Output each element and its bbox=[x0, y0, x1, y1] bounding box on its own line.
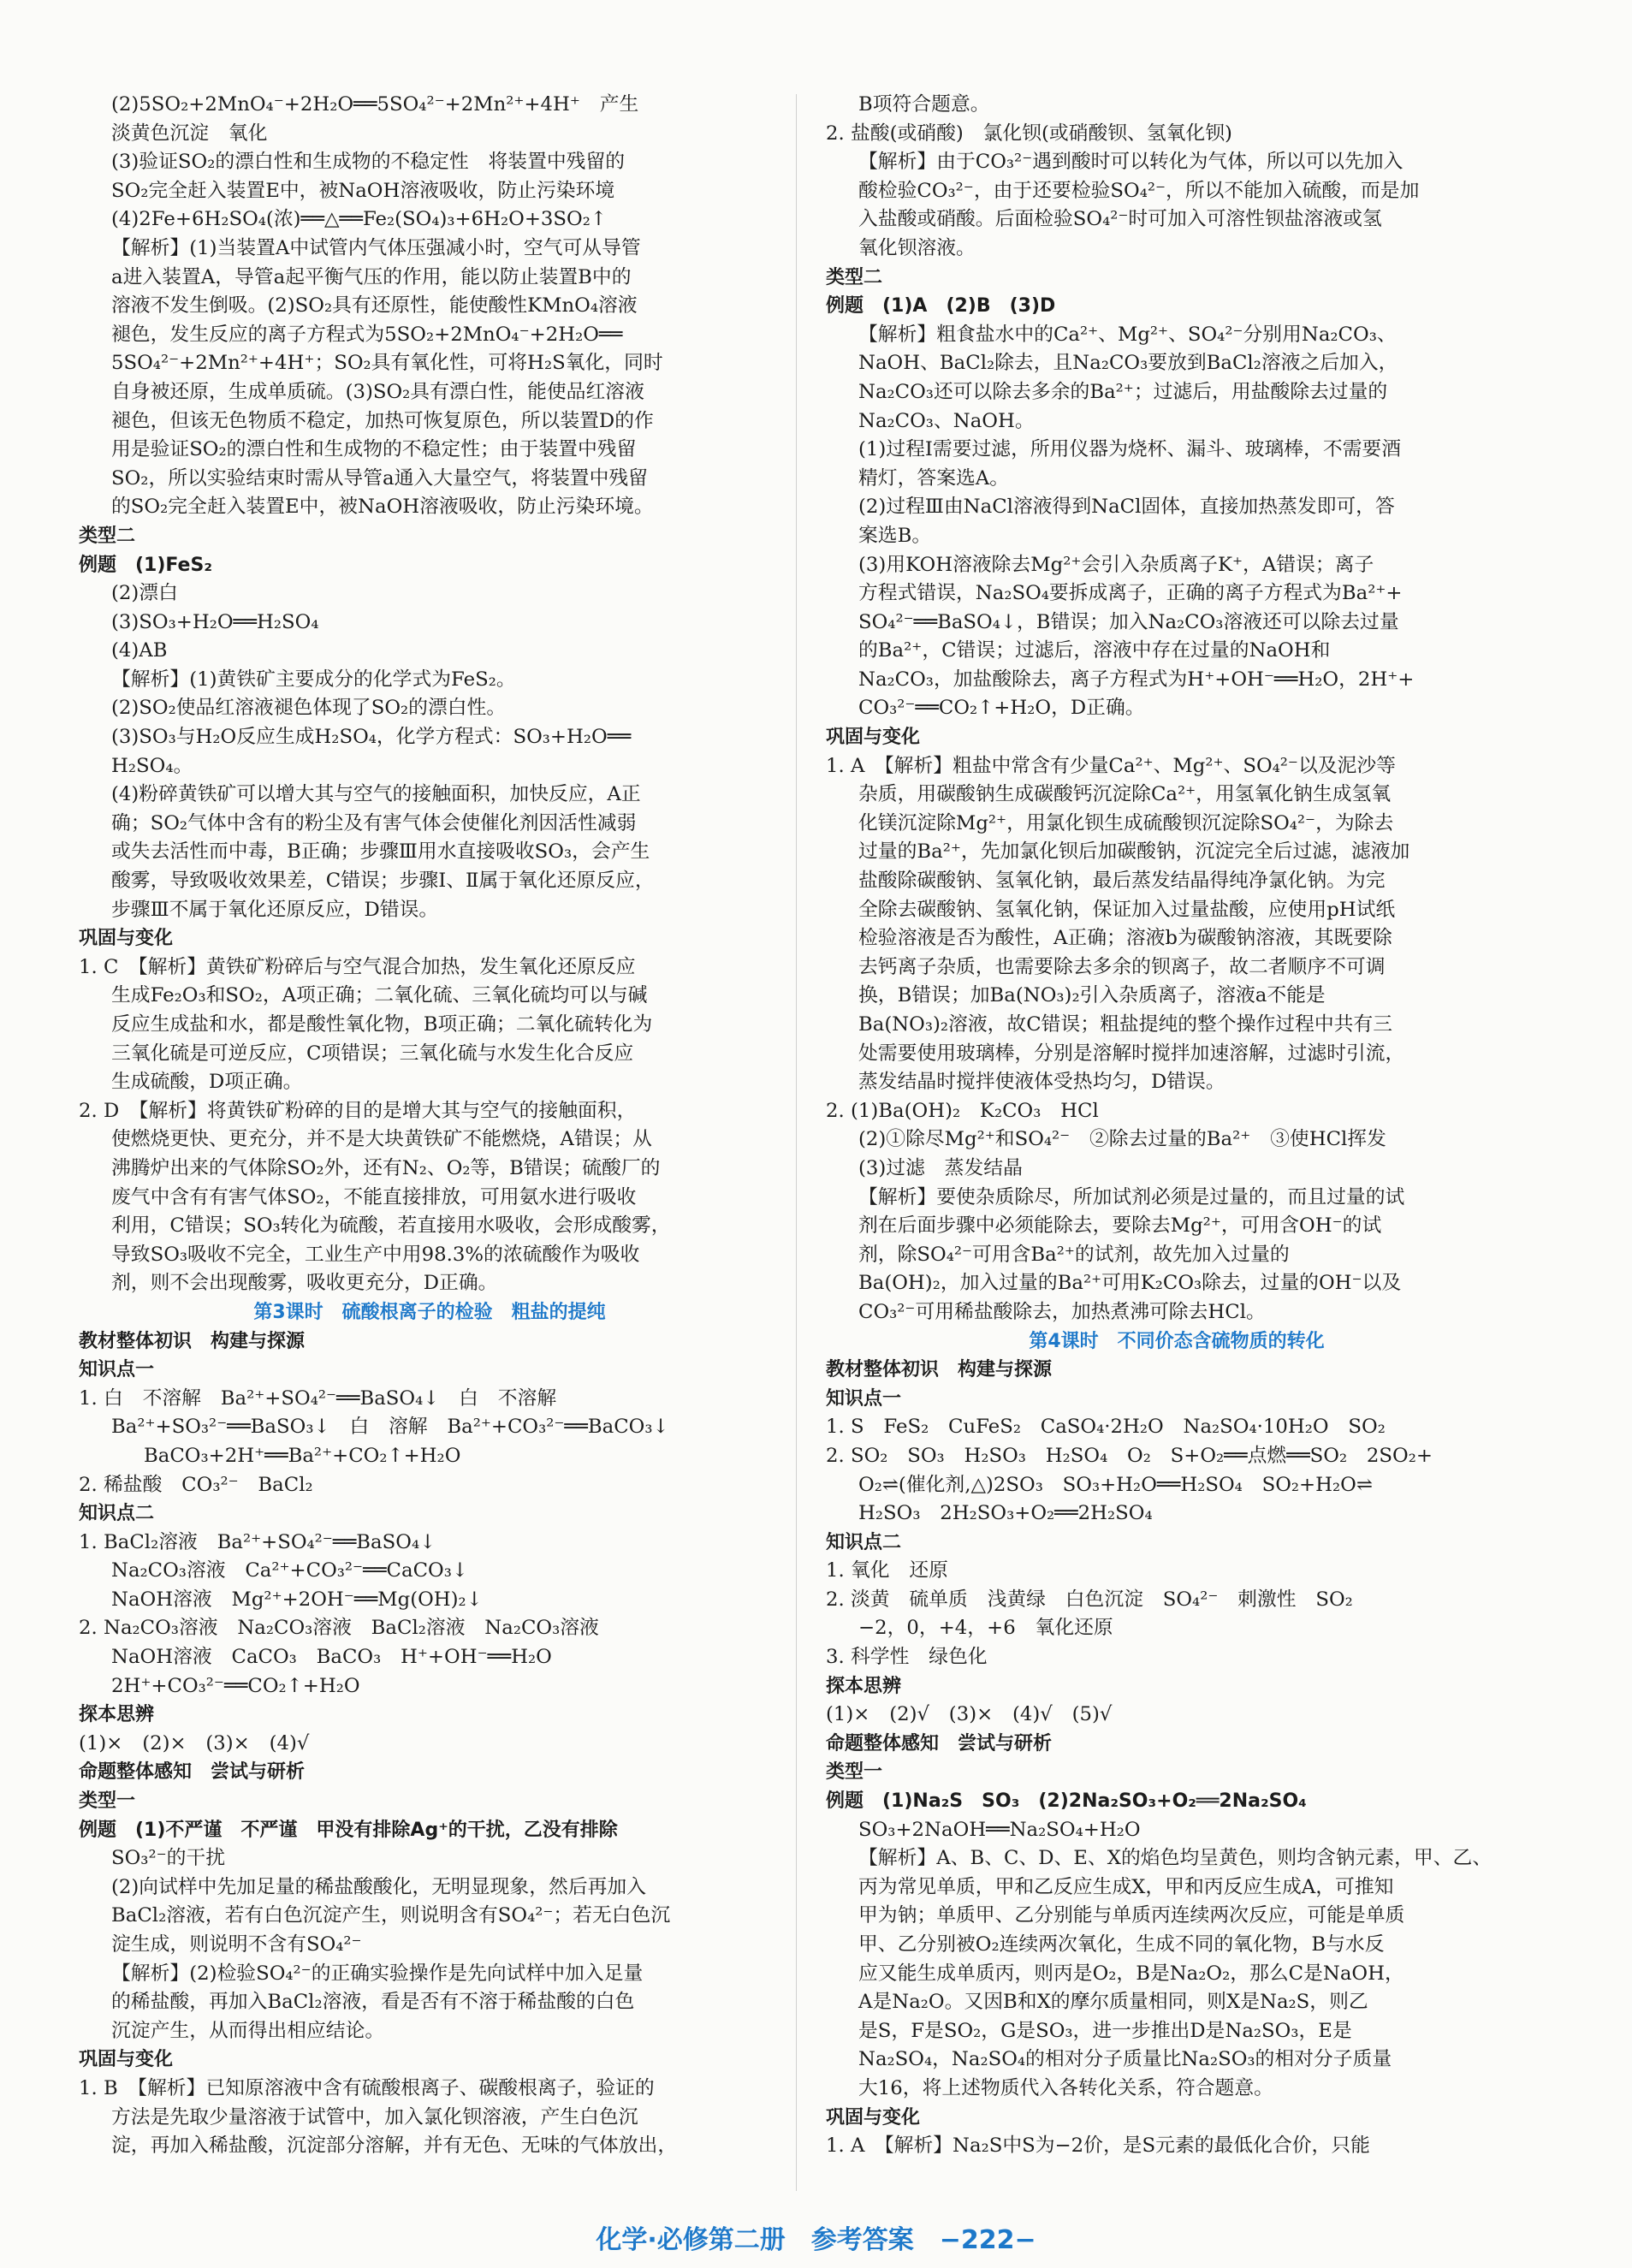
text-line: (2)向试样中先加足量的稀盐酸酸化，无明显现象，然后再加入 bbox=[111, 1875, 647, 1898]
text-line: 沉淀产生，从而得出相应结论。 bbox=[111, 2019, 385, 2042]
text-line: 淀生成，则说明不含有SO₄²⁻ bbox=[111, 1933, 362, 1956]
text-line: 2. 盐酸(或硝酸) 氯化钡(或硝酸钡、氢氧化钡) bbox=[826, 122, 1232, 145]
text-line: 方法是先取少量溶液于试管中，加入氯化钡溶液，产生白色沉 bbox=[111, 2105, 638, 2128]
section-heading: 知识点二 bbox=[826, 1531, 902, 1553]
text-line: 过量的Ba²⁺，先加氯化钡后加碳酸钠，沉淀完全后过滤，滤液加 bbox=[858, 840, 1410, 864]
section-heading: 命题整体感知 尝试与研析 bbox=[826, 1732, 1053, 1754]
text-line: 5SO₄²⁻+2Mn²⁺+4H⁺；SO₂具有氧化性，可将H₂S氧化，同时 bbox=[111, 352, 663, 375]
text-line: 酸雾，导致吸收效果差，C错误；步骤Ⅰ、Ⅱ属于氧化还原反应， bbox=[111, 870, 655, 893]
text-line: 溶液不发生倒吸。(2)SO₂具有还原性，能使酸性KMnO₄溶液 bbox=[111, 294, 638, 318]
text-line: 沸腾炉出来的气体除SO₂外，还有N₂、O₂等，B错误；硫酸厂的 bbox=[111, 1156, 661, 1179]
text-line: BaCl₂溶液，若有白色沉淀产生，则说明含有SO₄²⁻；若无白色沉 bbox=[111, 1904, 671, 1927]
text-line: Na₂CO₃溶液 Ca²⁺+CO₃²⁻══CaCO₃↓ bbox=[111, 1559, 468, 1582]
text-line: 酸检验CO₃²⁻，由于还要检验SO₄²⁻，所以不能加入硫酸，而是加 bbox=[858, 179, 1420, 202]
text-line: 淀，再加入稀盐酸，沉淀部分溶解，并有无色、无味的气体放出， bbox=[111, 2134, 678, 2158]
text-line: 全除去碳酸钠、氢氧化钠，保证加入过量盐酸，应使用pH试纸 bbox=[858, 898, 1396, 921]
text-line: 去钙离子杂质，也需要除去多余的钡离子，故二者顺序不可调 bbox=[858, 955, 1386, 978]
text-line: (1)× (2)√ (3)× (4)√ (5)√ bbox=[826, 1703, 1113, 1726]
column-divider bbox=[796, 94, 797, 2191]
section-heading: 命题整体感知 尝试与研析 bbox=[79, 1761, 306, 1784]
section-heading: 探本思辨 bbox=[826, 1675, 902, 1697]
text-line: (4)2Fe+6H₂SO₄(浓)══△══Fe₂(SO₄)₃+6H₂O+3SO₂↑ bbox=[111, 208, 607, 231]
text-line: (3)SO₃+H₂O══H₂SO₄ bbox=[111, 610, 319, 633]
text-line: 1. BaCl₂溶液 Ba²⁺+SO₄²⁻══BaSO₄↓ bbox=[79, 1530, 436, 1553]
section-heading: 例题 (1)Na₂S SO₃ (2)2Na₂SO₃+O₂══2Na₂SO₄ bbox=[826, 1790, 1307, 1813]
text-line: 杂质，用碳酸钠生成碳酸钙沉淀除Ca²⁺，用氢氧化钠生成氢氧 bbox=[858, 783, 1392, 806]
section-heading: 巩固与变化 bbox=[79, 928, 174, 950]
text-line: 盐酸除碳酸钠、氢氧化钠，最后蒸发结晶得纯净氯化钠。为完 bbox=[858, 870, 1386, 893]
text-line: 自身被还原，生成单质硫。(3)SO₂具有漂白性，能使品红溶液 bbox=[111, 380, 644, 403]
text-line: 1. 白 不溶解 Ba²⁺+SO₄²⁻══BaSO₄↓ 白 不溶解 bbox=[79, 1386, 557, 1410]
text-line: 【解析】要使杂质除尽，所加试剂必须是过量的，而且过量的试 bbox=[858, 1185, 1405, 1208]
text-line: 利用，C错误；SO₃转化为硫酸，若直接用水吸收，会形成酸雾， bbox=[111, 1214, 671, 1238]
text-line: 用是验证SO₂的漂白性和生成物的不稳定性；由于装置中残留 bbox=[111, 438, 637, 461]
text-line: 剂，除SO₄²⁻可用含Ba²⁺的试剂，故先加入过量的 bbox=[858, 1243, 1290, 1266]
text-line: (2)①除尽Mg²⁺和SO₄²⁻ ②除去过量的Ba²⁺ ③使HCl挥发 bbox=[858, 1128, 1386, 1151]
text-line: Na₂SO₄，Na₂SO₄的相对分子质量比Na₂SO₃的相对分子质量 bbox=[858, 2048, 1392, 2071]
text-line: 的稀盐酸，再加入BaCl₂溶液，看是否有不溶于稀盐酸的白色 bbox=[111, 1991, 635, 2014]
text-line: 反应生成盐和水，都是酸性氧化物，B项正确；二氧化硫转化为 bbox=[111, 1013, 653, 1036]
section-heading: 例题 (1)FeS₂ bbox=[79, 554, 212, 576]
section-heading: 例题 (1)不严谨 不严谨 甲没有排除Ag⁺的干扰，乙没有排除 bbox=[79, 1819, 618, 1841]
text-line: 褪色，发生反应的离子方程式为5SO₂+2MnO₄⁻+2H₂O══ bbox=[111, 323, 623, 346]
text-line: 1. A 【解析】粗盐中常含有少量Ca²⁺、Mg²⁺、SO₄²⁻以及泥沙等 bbox=[826, 754, 1396, 777]
text-line: (4)粉碎黄铁矿可以增大其与空气的接触面积，加快反应，A正 bbox=[111, 783, 641, 806]
left-column bbox=[79, 91, 780, 2161]
text-line: 是S，F是SO₂，G是SO₃，进一步推出D是Na₂SO₃，E是 bbox=[858, 2019, 1352, 2042]
text-line: 2. SO₂ SO₃ H₂SO₃ H₂SO₄ O₂ S+O₂══点燃══SO₂ 2SO₂+ bbox=[826, 1444, 1433, 1467]
text-line: 的Ba²⁺，C错误；过滤后，溶液中存在过量的NaOH和 bbox=[858, 639, 1331, 662]
text-line: B项符合题意。 bbox=[858, 93, 990, 116]
text-line: SO₂，所以实验结束时需从导管a通入大量空气，将装置中残留 bbox=[111, 466, 648, 490]
page-footer: 化学·必修第二册 参考答案 −222− bbox=[596, 2225, 1036, 2255]
text-line: (2)漂白 bbox=[111, 582, 178, 605]
text-line: (2)5SO₂+2MnO₄⁻+2H₂O══5SO₄²⁻+2Mn²⁺+4H⁺ 产生 bbox=[111, 93, 639, 116]
text-line: 3. 科学性 绿色化 bbox=[826, 1646, 988, 1669]
text-line: 2. (1)Ba(OH)₂ K₂CO₃ HCl bbox=[826, 1099, 1099, 1122]
section-heading: 巩固与变化 bbox=[826, 2106, 921, 2128]
section-heading: 例题 (1)A (2)B (3)D bbox=[826, 295, 1056, 318]
text-line: (3)过滤 蒸发结晶 bbox=[858, 1156, 1023, 1179]
text-line: (1)× (2)× (3)× (4)√ bbox=[79, 1731, 310, 1754]
text-line: 生成Fe₂O₃和SO₂，A项正确；二氧化硫、三氧化硫均可以与碱 bbox=[111, 984, 648, 1007]
right-column bbox=[826, 91, 1528, 2161]
text-line: Na₂CO₃，加盐酸除去，离子方程式为H⁺+OH⁻══H₂O，2H⁺+ bbox=[858, 668, 1415, 691]
text-line: 【解析】粗食盐水中的Ca²⁺、Mg²⁺、SO₄²⁻分别用Na₂CO₃、 bbox=[858, 323, 1397, 346]
text-line: 剂，则不会出现酸雾，吸收更充分，D正确。 bbox=[111, 1272, 498, 1295]
text-line: H₂SO₃ 2H₂SO₃+O₂══2H₂SO₄ bbox=[858, 1502, 1153, 1525]
lesson-title: 第3课时 硫酸根离子的检验 粗盐的提纯 bbox=[253, 1301, 606, 1323]
text-line: (2)SO₂使品红溶液褪色体现了SO₂的漂白性。 bbox=[111, 697, 507, 720]
text-line: 案选B。 bbox=[858, 524, 932, 547]
section-heading: 知识点二 bbox=[79, 1503, 155, 1525]
text-line: (1)过程Ⅰ需要过滤，所用仪器为烧杯、漏斗、玻璃棒，不需要酒 bbox=[858, 438, 1402, 461]
text-line: 废气中含有有害气体SO₂，不能直接排放，可用氨水进行吸收 bbox=[111, 1185, 637, 1208]
text-line: 精灯，答案选A。 bbox=[858, 466, 1010, 490]
text-line: 应又能生成单质丙，则丙是O₂，B是Na₂O₂，那么C是NaOH， bbox=[858, 1962, 1404, 1985]
text-line: 蒸发结晶时搅拌使液体受热均匀，D错误。 bbox=[858, 1071, 1225, 1094]
text-line: 2H⁺+CO₃²⁻══CO₂↑+H₂O bbox=[111, 1674, 360, 1697]
section-heading: 教材整体初识 构建与探源 bbox=[79, 1330, 306, 1352]
section-heading: 探本思辨 bbox=[79, 1704, 155, 1726]
text-line: 2. 淡黄 硫单质 浅黄绿 白色沉淀 SO₄²⁻ 刺激性 SO₂ bbox=[826, 1588, 1353, 1611]
text-line: SO₃+2NaOH══Na₂SO₄+H₂O bbox=[858, 1818, 1141, 1841]
text-line: 处需要使用玻璃棒，分别是溶解时搅拌加速溶解，过滤时引流， bbox=[858, 1042, 1405, 1065]
text-line: 1. B 【解析】已知原溶液中含有硫酸根离子、碳酸根离子，验证的 bbox=[79, 2076, 655, 2099]
text-line: Ba²⁺+SO₃²⁻══BaSO₃↓ 白 溶解 Ba²⁺+CO₃²⁻══BaCO₃↓ bbox=[111, 1416, 669, 1439]
text-line: Na₂CO₃、NaOH。 bbox=[858, 409, 1035, 432]
text-line: (4)AB bbox=[111, 639, 168, 662]
lesson-title: 第4课时 不同价态含硫物质的转化 bbox=[1029, 1330, 1325, 1352]
text-line: NaOH溶液 Mg²⁺+2OH⁻══Mg(OH)₂↓ bbox=[111, 1588, 483, 1611]
text-line: 甲为钠；单质甲、乙分别能与单质丙连续两次反应，可能是单质 bbox=[858, 1904, 1405, 1927]
text-line: 的SO₂完全赶入装置E中，被NaOH溶液吸收，防止污染环境。 bbox=[111, 496, 654, 519]
text-line: 2. Na₂CO₃溶液 Na₂CO₃溶液 BaCl₂溶液 Na₂CO₃溶液 bbox=[79, 1617, 599, 1640]
text-line: 1. A 【解析】Na₂S中S为−2价，是S元素的最低化合价，只能 bbox=[826, 2134, 1370, 2158]
section-heading: 知识点一 bbox=[79, 1359, 155, 1381]
text-line: H₂SO₄。 bbox=[111, 754, 193, 777]
text-line: (2)过程Ⅲ由NaCl溶液得到NaCl固体，直接加热蒸发即可，答 bbox=[858, 496, 1395, 519]
text-line: SO₂完全赶入装置E中，被NaOH溶液吸收，防止污染环境 bbox=[111, 179, 615, 202]
text-line: SO₄²⁻══BaSO₄↓，B错误；加入Na₂CO₃溶液还可以除去过量 bbox=[858, 610, 1399, 633]
text-line: 褪色，但该无色物质不稳定，加热可恢复原色，所以装置D的作 bbox=[111, 409, 654, 432]
text-line: 方程式错误，Na₂SO₄要拆成离子，正确的离子方程式为Ba²⁺+ bbox=[858, 582, 1403, 605]
text-line: 甲、乙分别被O₂连续两次氧化，生成不同的氧化物，B与水反 bbox=[858, 1933, 1385, 1956]
text-line: 换，B错误；加Ba(NO₃)₂引入杂质离子，溶液a不能是 bbox=[858, 984, 1326, 1007]
text-line: 【解析】(1)黄铁矿主要成分的化学式为FeS₂。 bbox=[111, 668, 516, 691]
text-line: NaOH、BaCl₂除去，且Na₂CO₃要放到BaCl₂溶液之后加入， bbox=[858, 352, 1398, 375]
text-line: (3)验证SO₂的漂白性和生成物的不稳定性 将装置中残留的 bbox=[111, 151, 626, 174]
text-line: A是Na₂O。又因B和X的摩尔质量相同，则X是Na₂S，则乙 bbox=[858, 1991, 1368, 2014]
section-heading: 类型一 bbox=[79, 1790, 136, 1813]
text-line: 1. 氧化 还原 bbox=[826, 1559, 948, 1582]
text-line: 生成硫酸，D项正确。 bbox=[111, 1071, 303, 1094]
text-line: 氧化钡溶液。 bbox=[858, 236, 976, 259]
text-line: 2. D 【解析】将黄铁矿粉碎的目的是增大其与空气的接触面积， bbox=[79, 1099, 637, 1122]
text-line: 入盐酸或硝酸。后面检验SO₄²⁻时可加入可溶性钡盐溶液或氢 bbox=[858, 208, 1382, 231]
text-line: 【解析】A、B、C、D、E、X的焰色均呈黄色，则均含钠元素，甲、乙、 bbox=[858, 1847, 1493, 1870]
text-line: a进入装置A，导管a起平衡气压的作用，能以防止装置B中的 bbox=[111, 265, 632, 288]
text-line: (3)SO₃与H₂O反应生成H₂SO₄，化学方程式：SO₃+H₂O══ bbox=[111, 726, 632, 749]
section-heading: 类型一 bbox=[826, 1761, 883, 1784]
section-heading: 类型二 bbox=[79, 525, 136, 547]
text-line: NaOH溶液 CaCO₃ BaCO₃ H⁺+OH⁻══H₂O bbox=[111, 1646, 552, 1669]
text-line: O₂⇌(催化剂,△)2SO₃ SO₃+H₂O══H₂SO₄ SO₂+H₂O⇌ bbox=[858, 1473, 1373, 1496]
text-line: 三氧化硫是可逆反应，C项错误；三氧化硫与水发生化合反应 bbox=[111, 1042, 634, 1065]
text-line: Ba(OH)₂，加入过量的Ba²⁺可用K₂CO₃除去，过量的OH⁻以及 bbox=[858, 1272, 1402, 1295]
section-heading: 知识点一 bbox=[826, 1387, 902, 1410]
section-heading: 教材整体初识 构建与探源 bbox=[826, 1359, 1053, 1381]
text-line: 步骤Ⅲ不属于氧化还原反应，D错误。 bbox=[111, 898, 439, 921]
text-line: 淡黄色沉淀 氧化 bbox=[111, 122, 268, 145]
text-line: 检验溶液是否为酸性，A正确；溶液b为碳酸钠溶液，其既要除 bbox=[858, 927, 1392, 950]
text-line: SO₃²⁻的干扰 bbox=[111, 1847, 226, 1870]
text-line: 【解析】(1)当装置A中试管内气体压强减小时，空气可从导管 bbox=[111, 236, 641, 259]
text-line: 丙为常见单质，甲和乙反应生成X，甲和丙反应生成A，可推知 bbox=[858, 1875, 1394, 1898]
text-line: Ba(NO₃)₂溶液，故C错误；粗盐提纯的整个操作过程中共有三 bbox=[858, 1013, 1393, 1036]
text-line: 确；SO₂气体中含有的粉尘及有害气体会使催化剂因活性减弱 bbox=[111, 811, 637, 834]
text-line: 大16，将上述物质代入各转化关系，符合题意。 bbox=[858, 2076, 1273, 2099]
section-heading: 巩固与变化 bbox=[826, 727, 921, 749]
text-line: (3)用KOH溶液除去Mg²⁺会引入杂质离子K⁺，A错误；离子 bbox=[858, 553, 1374, 576]
text-line: CO₃²⁻可用稀盐酸除去，加热煮沸可除去HCl。 bbox=[858, 1300, 1266, 1323]
text-line: 1. C 【解析】黄铁矿粉碎后与空气混合加热，发生氧化还原反应 bbox=[79, 955, 636, 978]
text-line: CO₃²⁻══CO₂↑+H₂O，D正确。 bbox=[858, 697, 1145, 720]
text-line: 2. 稀盐酸 CO₃²⁻ BaCl₂ bbox=[79, 1473, 313, 1496]
text-line: BaCO₃+2H⁺══Ba²⁺+CO₂↑+H₂O bbox=[144, 1444, 461, 1467]
text-line: 导致SO₃吸收不完全，工业生产中用98.3%的浓硫酸作为吸收 bbox=[111, 1243, 640, 1266]
section-heading: 类型二 bbox=[826, 266, 883, 288]
text-line: 1. S FeS₂ CuFeS₂ CaSO₄·2H₂O Na₂SO₄·10H₂O SO₂ bbox=[826, 1416, 1386, 1439]
text-line: Na₂CO₃还可以除去多余的Ba²⁺；过滤后，用盐酸除去过量的 bbox=[858, 380, 1388, 403]
text-line: 【解析】(2)检验SO₄²⁻的正确实验操作是先向试样中加入足量 bbox=[111, 1962, 644, 1985]
text-line: 化镁沉淀除Mg²⁺，用氯化钡生成硫酸钡沉淀除SO₄²⁻，为除去 bbox=[858, 811, 1394, 834]
text-line: 使燃烧更快、更充分，并不是大块黄铁矿不能燃烧，A错误；从 bbox=[111, 1128, 652, 1151]
text-line: 【解析】由于CO₃²⁻遇到酸时可以转化为气体，所以可以先加入 bbox=[858, 151, 1404, 174]
section-heading: 巩固与变化 bbox=[79, 2049, 174, 2071]
text-line: −2，0，+4，+6 氧化还原 bbox=[858, 1617, 1113, 1640]
text-line: 或失去活性而中毒，B正确；步骤Ⅲ用水直接吸收SO₃，会产生 bbox=[111, 840, 650, 864]
text-line: 剂在后面步骤中必须能除去，要除去Mg²⁺，可用含OH⁻的试 bbox=[858, 1214, 1382, 1238]
